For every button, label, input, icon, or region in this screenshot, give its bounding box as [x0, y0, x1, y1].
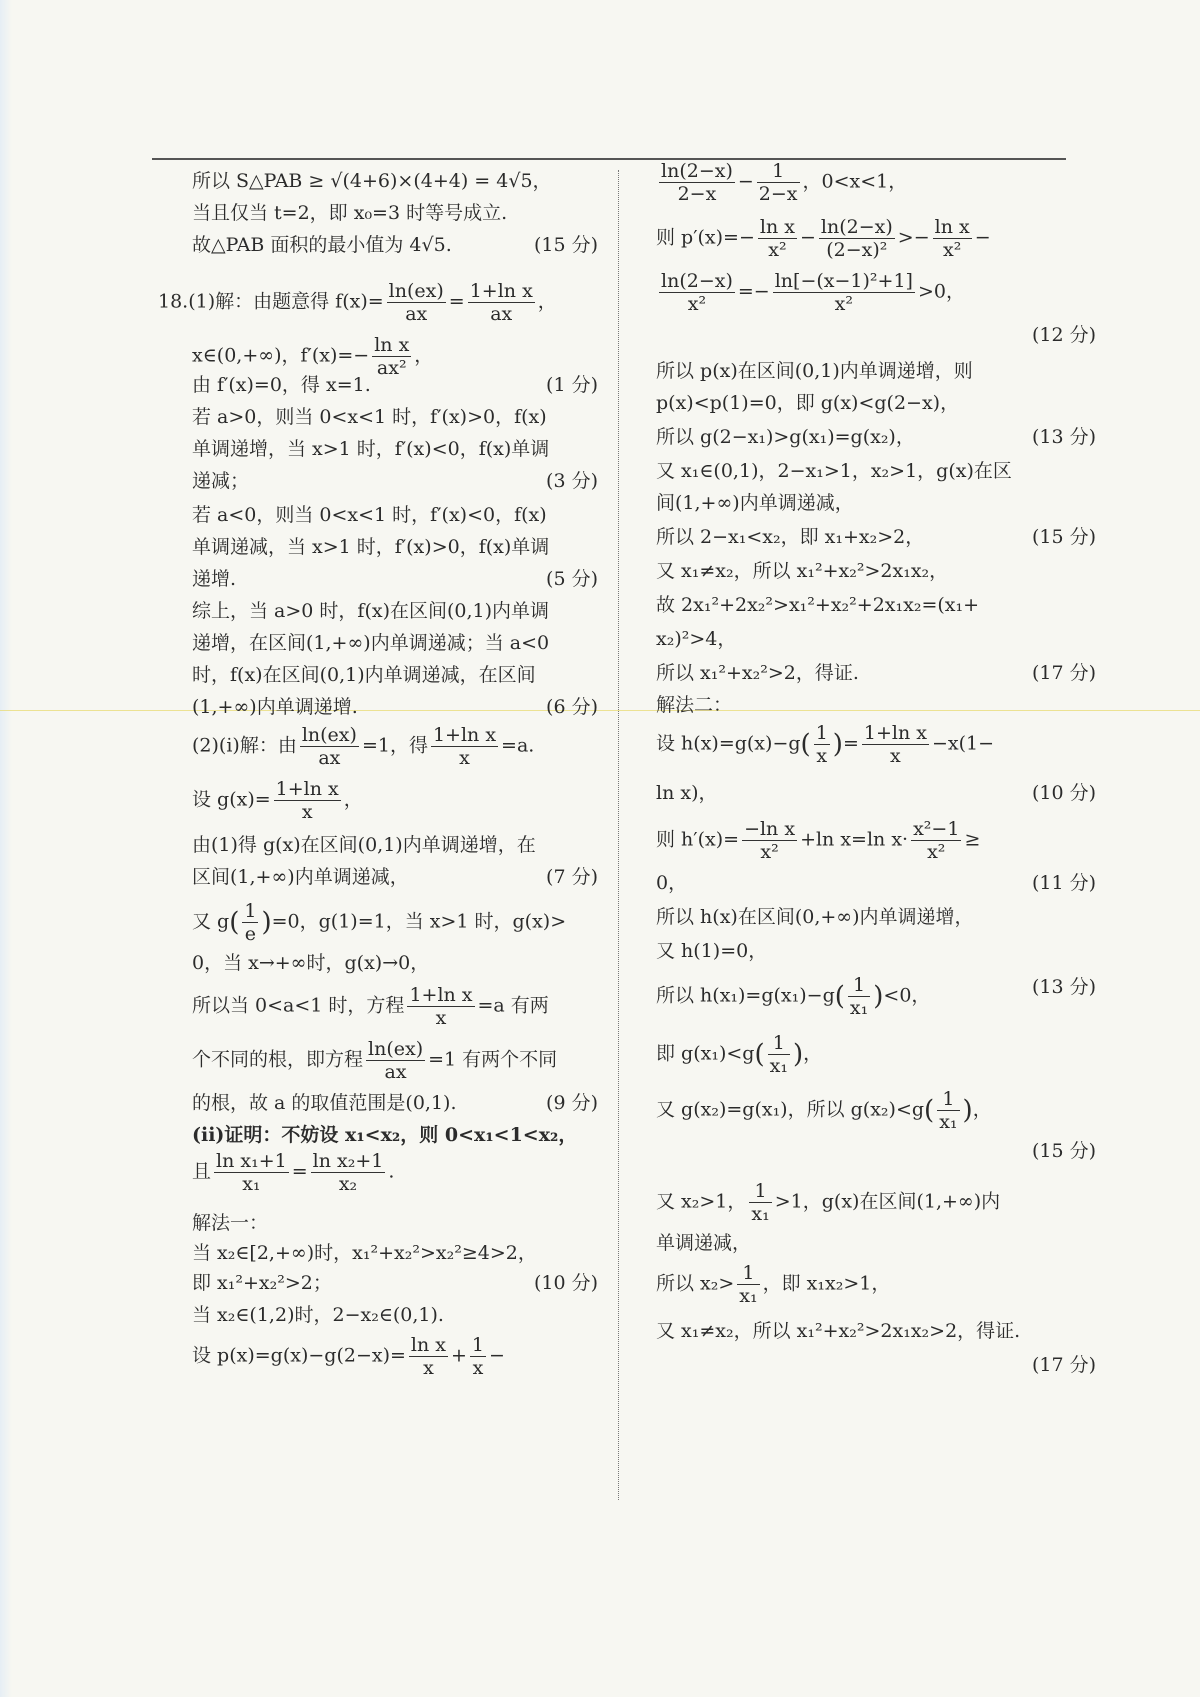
text-line: 又 x₂>1， $\frac{1}{\text{x₁}}$ >1，g(x)在区间(1,+∞)内 [656, 1180, 1001, 1225]
text-line: 当 x₂∈(1,2)时，2−x₂∈(0,1). [192, 1304, 444, 1326]
text-line: 单调递增，当 x>1 时，f′(x)<0，f(x)单调 [192, 438, 550, 460]
text-line: 若 a>0，则当 0<x<1 时，f′(x)>0，f(x) [192, 406, 547, 428]
text-line: 单调递减，当 x>1 时，f′(x)>0，f(x)单调 [192, 536, 550, 558]
text-line: x∈(0,+∞)，f′(x)=− $\frac{\text{ln x}}{\text{ax²}}$ ， [192, 334, 434, 379]
text-line: $\frac{\ln(2-x)}{2-x}$ − $\frac{1}{2-x}$ ，0<x<1， [661, 160, 908, 205]
text-line: 所以 g(2−x₁)>g(x₁)=g(x₂)， (13 分) [656, 426, 1096, 448]
text-line: $\frac{\ln(2-x)}{\text{x²}}$ =− $\frac{\text{ln[−(x−1)²+1]}}{\text{x²}}$ >0， [661, 270, 965, 315]
text-line: 又 x₁≠x₂，所以 x₁²+x₂²>2x₁x₂>2，得证. [656, 1320, 1021, 1342]
text-line: 区间(1,+∞)内单调递减， (7 分) [192, 866, 598, 888]
text-line: 设 g(x)= $\frac{\text{1+ln x}}{x}$ ， [192, 778, 363, 823]
text-line: 时，f(x)在区间(0,1)内单调递减，在区间 [192, 664, 536, 686]
text-line: 解法一： [192, 1212, 269, 1234]
text-line: 0，当 x→+∞时，g(x)→0， [192, 952, 430, 974]
text-line: (2)(i)解：由 $\frac{\ln(ex)}{ax}$ =1，得 $\frac{\text{1+ln x}}{x}$ =a. [192, 724, 535, 769]
text-line: 又 x₁∈(0,1)，2−x₁>1，x₂>1，g(x)在区 [656, 460, 1012, 482]
text-line: (1,+∞)内单调递增. (6 分) [192, 696, 598, 718]
text-line: 当且仅当 t=2，即 x₀=3 时等号成立. [192, 202, 508, 224]
text-line: 由(1)得 g(x)在区间(0,1)内单调递增，在 [192, 834, 536, 856]
text-line: p(x)<p(1)=0，即 g(x)<g(2−x)， [656, 392, 960, 414]
text-line: 且 $\frac{\text{ln x₁+1}}{\text{x₁}}$ = $\frac{\text{ln x₂+1}}{\text{x₂}}$ . [192, 1150, 395, 1195]
text-line: 递减； (3 分) [192, 470, 598, 492]
text-line: x₂)²>4， [656, 628, 737, 650]
text-line: (ii)证明：不妨设 x₁<x₂，则 0<x₁<1<x₂， [192, 1124, 578, 1146]
text-line: 又 x₁≠x₂，所以 x₁²+x₂²>2x₁x₂， [656, 560, 949, 582]
column-divider [618, 170, 619, 1500]
text-line: 若 a<0，则当 0<x<1 时，f′(x)<0，f(x) [192, 504, 547, 526]
text-line: 即 x₁²+x₂²>2； (10 分) [192, 1272, 598, 1294]
text-line: 所以当 0<a<1 时，方程 $\frac{\text{1+ln x}}{x}$ =a 有两 [192, 984, 549, 1029]
text-line: 个不同的根，即方程 $\frac{\ln(ex)}{ax}$ =1 有两个不同 [192, 1038, 558, 1083]
text-line: ln x)， (10 分) [656, 782, 1096, 804]
text-line: 所以 S△PAB ≥ √(4+6)×(4+4) = 4√5， [192, 170, 552, 192]
text-line: 解法二： [656, 694, 733, 716]
text-line: 递增. (5 分) [192, 568, 598, 590]
scan-edge [0, 0, 12, 1697]
text-line: 所以 x₂> $\frac{1}{\text{x₁}}$ ，即 x₁x₂>1， [656, 1262, 891, 1307]
text-line: 故△PAB 面积的最小值为 4√5. (15 分) [192, 234, 598, 256]
text-line: 所以 h(x₁)=g(x₁)−g( $\frac{1}{\text{x₁}}$ )<0， (13 分) [656, 974, 1096, 1019]
text-line: 单调递减， [656, 1232, 752, 1254]
text-line: 又 g(x₂)=g(x₁)，所以 g(x₂)<g( $\frac{1}{\text{x₁}}$ )， [656, 1088, 992, 1133]
text-line: 18.(1)解：由题意得 f(x)= $\frac{\ln(ex)}{ax}$ = $\frac{\text{1+ln x}}{ax}$ ， [158, 280, 557, 325]
text-line: 综上，当 a>0 时，f(x)在区间(0,1)内单调 [192, 600, 550, 622]
text-line: 递增，在区间(1,+∞)内单调递减；当 a<0 [192, 632, 550, 654]
text-line: 所以 h(x)在区间(0,+∞)内单调递增， [656, 906, 974, 928]
text-line: 0， (11 分) [656, 872, 1096, 894]
text-line: 则 p′(x)=− $\frac{\text{ln x}}{\text{x²}}$ − $\frac{\ln(2-x)}{\text{(2−x)²}}$ >− $\frac{\text{ln x}}{\text{x²}}$ − [656, 216, 991, 261]
text-line: 又 h(1)=0， [656, 940, 768, 962]
text-line: 即 g(x₁)<g( $\frac{1}{\text{x₁}}$ )， [656, 1032, 823, 1077]
text-line: 的根，故 a 的取值范围是(0,1). (9 分) [192, 1092, 598, 1114]
text-line: 故 2x₁²+2x₂²>x₁²+x₂²+2x₁x₂=(x₁+ [656, 594, 980, 616]
text-line: 当 x₂∈[2,+∞)时，x₁²+x₂²>x₂²≥4>2， [192, 1242, 537, 1264]
text-line: 则 h′(x)= $\frac{\text{−ln x}}{\text{x²}}$ +ln x=ln x· $\frac{\text{x²−1}}{\text{x²}}$ ≥ [656, 818, 981, 863]
text-line: 所以 x₁²+x₂²>2，得证. (17 分) [656, 662, 1096, 684]
text-line: 所以 p(x)在区间(0,1)内单调递增，则 [656, 360, 973, 382]
text-line: 设 p(x)=g(x)−g(2−x)= $\frac{\text{ln x}}{x}$ + $\frac{1}{x}$ − [192, 1334, 505, 1379]
text-line: 又 g( $\frac{1}{e}$ )=0，g(1)=1，当 x>1 时，g(x)> [192, 900, 567, 945]
text-line: 间(1,+∞)内单调递减， [656, 492, 854, 514]
text-line: 所以 2−x₁<x₂，即 x₁+x₂>2， (15 分) [656, 526, 1096, 548]
text-line: 由 f′(x)=0，得 x=1. (1 分) [192, 374, 598, 396]
text-line: 设 h(x)=g(x)−g( $\frac{1}{x}$ )= $\frac{\text{1+ln x}}{x}$ −x(1− [656, 722, 994, 767]
